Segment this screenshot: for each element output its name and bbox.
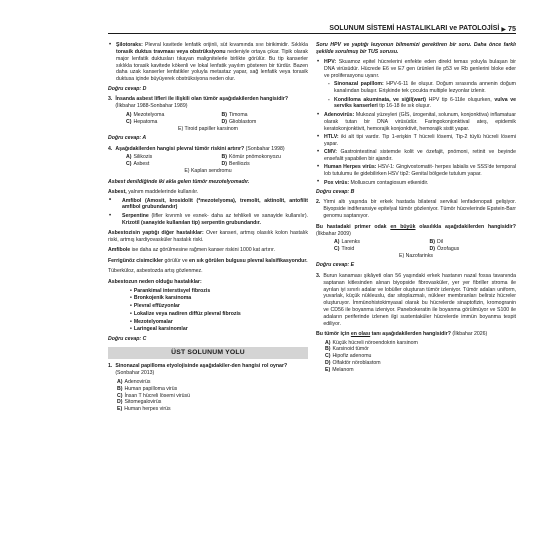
options-grid xyxy=(108,154,308,168)
ask-text: Bu hastadaki primer odak xyxy=(316,223,391,230)
option-e: E) Tiroid papiller karsinom xyxy=(178,125,238,132)
section-heading: ÜST SOLUNUM YOLU xyxy=(108,347,308,360)
serpentine-bold-2: Krizotil (sanayide kullanılan tip) serpentin grubundandır. xyxy=(122,219,261,226)
option-text: Melanom xyxy=(332,367,354,374)
disease-text: Mezotelyomalar xyxy=(133,318,173,325)
question-number: 3. xyxy=(316,272,321,279)
asbest-intro xyxy=(108,189,308,196)
cmv-text: Gastrointestinal sistemde kolit ve özefajit, pnömoni, retinit ve beyinde ensefalit yapabilen bir ajandır. xyxy=(324,149,516,162)
asbest-bullet-serpentine xyxy=(108,213,308,227)
ferri-text: görülür ve xyxy=(163,257,190,264)
option-text: Beriliozis xyxy=(228,161,250,168)
answer-option xyxy=(108,386,308,393)
option-text: Karsinoid tümör xyxy=(332,346,369,353)
ask-text: Bu tümör için xyxy=(316,331,351,338)
question-1 xyxy=(108,363,308,377)
answer-option xyxy=(316,360,516,367)
answer-line: Doğru cevap: E xyxy=(316,262,355,269)
option-e: E) Nazofarinks xyxy=(398,252,434,259)
hpv-sub-sinonasal xyxy=(316,81,516,95)
list-bullet-icon: • xyxy=(130,310,132,317)
asbestosis-list-title: Asbestozun neden olduğu hastalıklar: xyxy=(108,278,202,285)
question-number: 2. xyxy=(316,199,321,206)
explanation-intro: Soru HPV ve yaptığı lezyonun bilmemizi gerektiren bir soru. Daha önce farklı şekilde sorulmuş bir TUS sorusu. xyxy=(316,42,516,55)
answer-option xyxy=(117,112,213,119)
ask-text: olasılıkla aşağıdakilerden hangisidir? xyxy=(415,223,516,230)
option-letter: C) xyxy=(325,353,331,360)
options-grid xyxy=(316,239,516,253)
option-text: Silikozis xyxy=(133,154,153,161)
option-letter: C) xyxy=(117,392,123,399)
answer-option xyxy=(213,112,309,119)
option-text: Küçük hücreli nöroendokrin karsinom xyxy=(332,339,418,346)
question-number: 3. xyxy=(108,96,113,103)
adeno-text: Mukozal yüzeyleri (GİS, ürogenital, solunum, konjonktiva) inflamatuar olarak tutan bir DNA virüsüdür. Faringokonjonktival ateş, epidemik keratokonjonktivit, hemorajik konjonktivit, hemorajik sistit yapar. xyxy=(324,111,516,132)
answer-option xyxy=(325,239,421,246)
hpv-sub-condyloma xyxy=(316,97,516,111)
option-letter: D) xyxy=(325,360,331,367)
options-grid xyxy=(108,112,308,126)
tuberculosis-note: Tüberküloz, asbestozda artış gözlenmez. xyxy=(108,268,203,275)
pox-bold: Pox virüs: xyxy=(324,179,350,186)
option-letter: A) xyxy=(117,378,123,385)
question-text: İnsanda asbest lifleri ile ilişkili olan tümör aşağıdakilerden hangisidir? xyxy=(115,96,289,103)
option-text: Human papilloma virüs xyxy=(124,385,178,392)
asbestosis-disease-list xyxy=(108,288,308,334)
option-letter: A) xyxy=(334,238,340,245)
answer-option xyxy=(316,346,516,353)
answer-option xyxy=(213,154,309,161)
answer-line: Doğru cevap: A xyxy=(108,135,147,142)
answer-option xyxy=(316,367,516,374)
two-column-body xyxy=(108,42,516,542)
hpv-bullet xyxy=(316,59,516,80)
option-text: Dil xyxy=(436,238,444,245)
hhv-bold: Human Herpes virüs: xyxy=(324,164,377,171)
hpv-bold: HPV: xyxy=(324,59,337,66)
option-letter: A) xyxy=(126,154,132,161)
header-title: SOLUNUM SİSTEMİ HASTALIKLARI ve PATOLOJİSİ xyxy=(329,24,500,32)
options-list xyxy=(316,340,516,374)
option-letter: B) xyxy=(221,154,227,161)
asbest-note: Asbest denildiğinde iki akla gelen tümör mezotelyomadır. xyxy=(108,178,250,185)
asbestosis-diseases xyxy=(108,230,308,244)
question-source: (İlkbahar 1988-Sonbahar 1989) xyxy=(115,103,188,110)
answer-option xyxy=(325,246,421,253)
option-letter: E) xyxy=(117,406,123,413)
question-text: Burun kanaması şikâyeti olan 56 yaşındaki erkek hastanın nazal fossa tavanında saptanan kitlesinden alınan biyopside fibrovasküler, yer yer fibriller stroma ile ayrılan iyi sınırlı adalar ve lobüller oluşturan tümör izleniyor. Tümör adaları uniform, yuvarlak, küçük nükleuslu, dar sitoplazmalı, nükleer membranları belirsiz hücreler oluşturuyor. İmmünohistokimyasal olarak bu hücrelerde sinaptofizin, kromogranin ve CD56 ile boyanma izleniyor. Panebokeratin ile boyanma görülmüyor ve S100 ile adaların periferinde izlenen ilgi sustentaküler hücrelerde immün boyanma tespit ediliyor. xyxy=(323,272,516,327)
htlv-text: iki alt tipi vardır. Tip 1-erişkin T hücreli lösemi, Tip-2 tüylü hücreli lösemi yapar. xyxy=(324,133,516,147)
question-2-stem xyxy=(316,199,516,220)
disease-text: Parankimal interstisyel fibrozis xyxy=(133,287,211,294)
diseases-text: Over kanseri, artmış olasılık kolon hastalık riski, artmış kardiyovasküler hastalık riski. xyxy=(108,230,308,243)
question-number: 1. xyxy=(108,363,113,370)
hhv-text: HSV-1: Gingivostomatit- herpes labialis ve SSS'de temporal lob tutulumu ile gidebilirken HSV tip2: Genital bölgede tutulum yapar. xyxy=(324,164,516,178)
list-bullet-icon: • xyxy=(130,326,132,333)
disease-text: Plevral effüzyonlar xyxy=(133,303,180,310)
option-text: Özofagus xyxy=(436,245,460,252)
amfibole-para xyxy=(108,247,308,254)
answer-option xyxy=(108,393,308,400)
question-number: 4. xyxy=(108,145,113,152)
htlv-bullet xyxy=(316,134,516,148)
disease-text: Bronkojenik karsinoma xyxy=(133,295,192,302)
asbest-rest: yalnım maddelerinde kullanılır. xyxy=(126,189,199,196)
disease-list-item xyxy=(130,295,308,302)
answer-option xyxy=(421,246,517,253)
answer-option xyxy=(316,353,516,360)
asbest-bullet-amfibol: • Amfibol (Amosit, krosidolit (*mezotelyoma), tremolit, aktinolit, antofilit amfibol grubundandır) xyxy=(108,198,308,212)
question-text: Aşağıdakilerden hangisi plevral tümör riskini artırır? xyxy=(115,145,245,152)
bullet-title: Şilotoraks: xyxy=(116,42,143,48)
sub-text-2: tip 16-18 ile sık oluşur. xyxy=(377,103,431,110)
option-e: E) Kaplan sendromu xyxy=(184,168,232,175)
disease-list-item xyxy=(130,326,308,333)
disease-list-item xyxy=(130,288,308,295)
sub-bold-2: vulva ve serviks kanserleri xyxy=(334,96,516,110)
option-text: Human herpes virüs xyxy=(124,406,171,413)
answer-option xyxy=(316,340,516,347)
option-text: Tiroid xyxy=(341,245,355,252)
option-letter: C) xyxy=(334,245,340,252)
option-text: Larenks xyxy=(341,238,360,245)
list-bullet-icon: • xyxy=(130,318,132,325)
answer-option xyxy=(108,406,308,413)
list-bullet-icon: • xyxy=(130,295,132,302)
adeno-bold: Adenovirüs: xyxy=(324,111,355,118)
answer-line: Doğru cevap: D xyxy=(108,85,147,92)
answer-option xyxy=(213,161,309,168)
disease-list-item xyxy=(130,303,308,310)
question-source: (İlkbahar 2009) xyxy=(316,230,351,237)
bullet-text: nedeniyle ortaya çıkar. Tipik olarak major lenfatik duktusları tıkayan malignitelerle birlikte görülür. Bu tip kanserler sıklıkla torasik kavitede kökenli ve lokal lenfatik yayılım gösteren bir türdür. Bazen daha uzak kanserler lenfatikler yoluyla metastaz yapar, sağ lenfatik veya torasik duktusa içinde büyüyerek obstrüksiyona neden olur. xyxy=(116,48,308,83)
cmv-bullet xyxy=(316,149,516,163)
option-text: Mezotelyoma xyxy=(133,111,165,118)
option-text: Olfaktör nöroblastom xyxy=(332,360,381,367)
option-letter: D) xyxy=(429,245,435,252)
adenovirus-bullet xyxy=(316,112,516,133)
ferri-bold-2: en sık görülen bulgusu plevral kalsifikasyondur. xyxy=(189,257,308,264)
option-text: Kömür pnömokonyozu xyxy=(228,154,281,161)
answer-option xyxy=(117,119,213,126)
pox-text: Molluscum contagiosum etkenidir. xyxy=(349,179,429,186)
ask-underlined: en büyük xyxy=(390,223,416,230)
option-text: Hipofiz adenomu xyxy=(332,353,372,360)
question-source: (İlkbahar 2026) xyxy=(450,331,488,338)
sub-text: HPV tip 6-11ile oluşurken, xyxy=(426,96,495,103)
option-letter: C) xyxy=(126,161,132,168)
answer-line: Doğru cevap: C xyxy=(108,335,147,342)
answer-option xyxy=(117,161,213,168)
hhv-bullet xyxy=(316,164,516,178)
answer-option xyxy=(213,119,309,126)
option-letter: D) xyxy=(221,161,227,168)
diseases-bold: Asbestozisin yaptığı diğer hastalıklar: xyxy=(108,230,204,237)
option-letter: A) xyxy=(126,111,132,118)
ferri-bold: Ferrigünöz cisimcikler xyxy=(108,257,164,264)
question-text: Sinonazal papilloma etyolojisinde aşağıdakiler-den hangisi rol oynar? xyxy=(115,363,288,370)
header-arrow-icon: ▶ xyxy=(501,27,506,33)
option-letter: E) xyxy=(325,367,331,374)
option-text: Sitomegalovirüs xyxy=(124,399,162,406)
serpentine-text: (lifler kıvrımlı ve esnek- daha az tehlikeli ve sanayide kullanılır). xyxy=(148,212,308,219)
list-bullet-icon: • xyxy=(130,303,132,310)
bullet-text: Plevral kavitede lenfatik orijinli, süt kıvamında sıvı birikimidir. Sıklıkla xyxy=(142,42,308,48)
serpentine-bold: Serpentine xyxy=(122,212,149,219)
answer-option xyxy=(108,379,308,386)
option-text: Hepatoma xyxy=(133,118,158,125)
option-text: İnsan T hücreli lösemi virüsü xyxy=(124,392,191,399)
sub-text: HPV-6-11 ile oluşur. Doğum sırasında annenin doğum kanalından bulaşır. Erişkinde tek çocukta multiple lezyonlar izlenir. xyxy=(334,81,516,95)
ask-text: tanı aşağıdakilerden hangisidir? xyxy=(370,331,451,338)
option-letter: C) xyxy=(126,118,132,125)
sub-bold: Sinonazal papillom: xyxy=(334,81,384,88)
htlv-bold: HTLV: xyxy=(324,133,339,140)
option-letter: D) xyxy=(117,399,123,406)
question-3-ask xyxy=(316,331,516,338)
option-text: Asbest xyxy=(133,161,150,168)
option-letter: B) xyxy=(429,238,435,245)
option-text: Timoma xyxy=(228,111,248,118)
answer-option xyxy=(108,399,308,406)
disease-text: Lokalize veya nadiren diffüz plevral fibrozis xyxy=(133,310,241,317)
page-number: 75 xyxy=(508,23,516,33)
answer-option xyxy=(421,239,517,246)
ferrigunoz-para xyxy=(108,258,308,265)
disease-list-item xyxy=(130,311,308,318)
asbest-bold: Asbest, xyxy=(108,189,127,196)
question-3 xyxy=(108,96,308,110)
amfibole-text: ise daha az görülmesine rağmen kanser riskini 1000 kat artırır. xyxy=(130,247,275,254)
question-3-stem xyxy=(316,273,516,328)
right-column xyxy=(316,42,516,542)
answer-option xyxy=(117,154,213,161)
question-2-ask xyxy=(316,224,516,238)
option-letter: B) xyxy=(325,346,331,353)
option-letter: A) xyxy=(325,339,331,346)
answer-line: Doğru cevap: B xyxy=(316,189,355,196)
amfibole-bold: Amfibole xyxy=(108,247,131,254)
chylothorax-bullet xyxy=(108,42,308,83)
cmv-bold: CMV: xyxy=(324,149,337,156)
question-source: (Sonbahar 2013) xyxy=(115,370,155,377)
left-column xyxy=(108,42,308,542)
question-text: Yirmi altı yaşında bir erkek hastada bilateral servikal lenfadenopati gelişiyor. Biyopside indiferansiye epitelyal tümör gözleniyor. Tümör hücrelerinde Epstein-Barr genomu saptanıyor. xyxy=(323,199,516,220)
options-list xyxy=(108,379,308,413)
pox-bullet xyxy=(316,180,516,187)
question-source: (Sonbahar 1998) xyxy=(244,145,285,152)
option-text: Glioblastom xyxy=(228,118,257,125)
option-letter: B) xyxy=(117,385,123,392)
bullet-bold-text: torasik duktus travması veya obstrüksiyonu xyxy=(116,48,226,55)
option-letter: B) xyxy=(221,111,227,118)
question-4 xyxy=(108,146,308,153)
option-text: Adenovirüs xyxy=(124,378,151,385)
sub-bold: Kondiloma akuminata, ve siğil(wart) xyxy=(334,96,427,103)
option-letter: D) xyxy=(221,118,227,125)
ask-underlined: en olası xyxy=(350,331,371,338)
disease-text: Laringeal karsinomlar xyxy=(133,326,188,333)
list-bullet-icon: • xyxy=(130,287,132,294)
disease-list-item xyxy=(130,319,308,326)
hpv-text: Skuamoz epitel hücrelerini enfekte eden direkt temas yoluyla bulaşan bir DNA virüsüdür. Hücrede E6 ve E7 gen ürünleri ile p53 ve Rb genlerini bloke eder ve proliferasyonu uyarır. xyxy=(324,59,516,80)
running-header xyxy=(108,22,516,34)
